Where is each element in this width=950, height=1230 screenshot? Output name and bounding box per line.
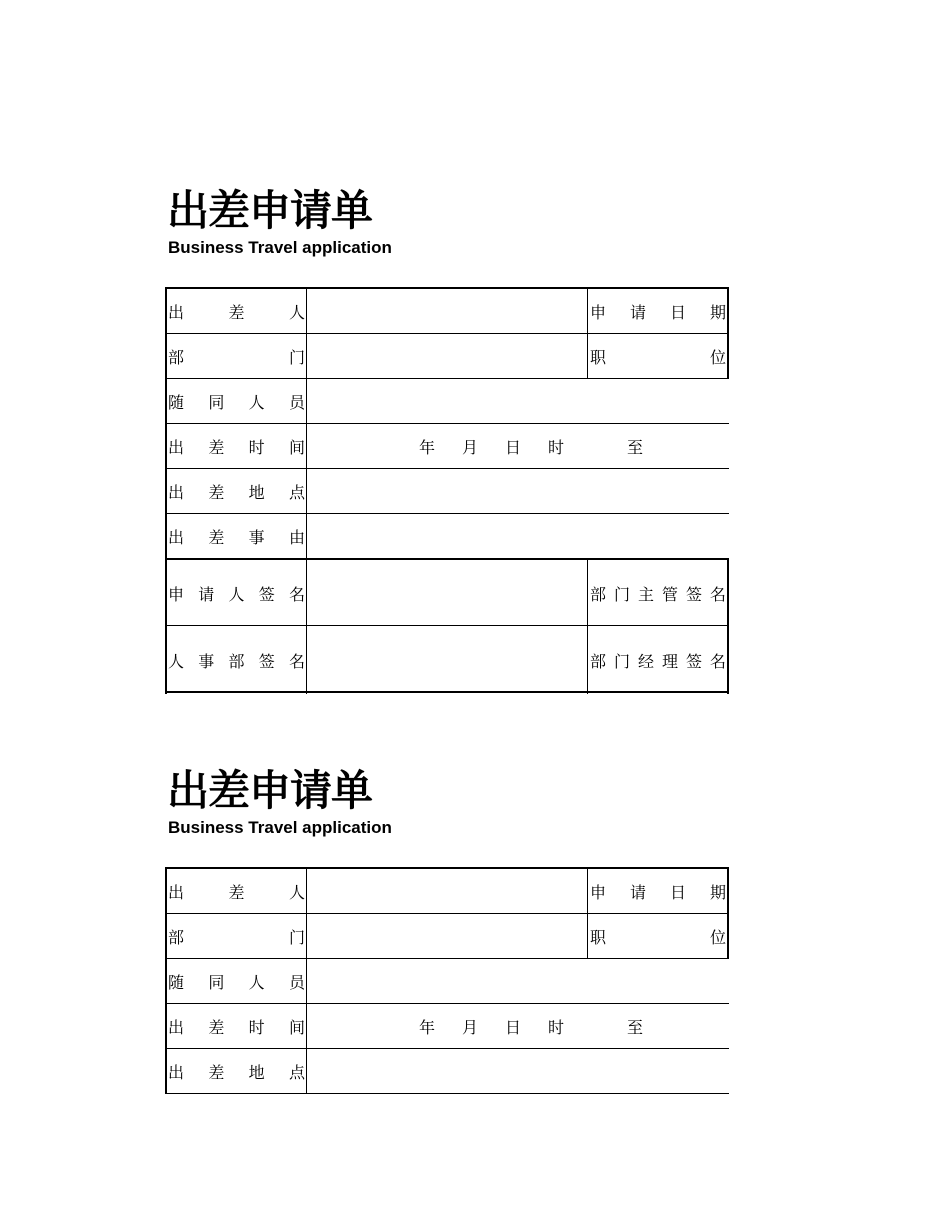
label-traveler: 出 差 人 xyxy=(165,869,307,914)
label-manager-sign: 部 门 经 理 签 名 xyxy=(587,627,729,694)
date-month-label: 月 xyxy=(462,1018,479,1037)
department-field[interactable] xyxy=(307,914,587,959)
label-travel-place: 出 差 地 点 xyxy=(165,1049,307,1094)
label-apply-date: 申 请 日 期 xyxy=(587,869,729,914)
label-travel-place: 出 差 地 点 xyxy=(165,469,307,514)
label-travel-time: 出 差 时 间 xyxy=(165,424,307,469)
travel-time-field[interactable] xyxy=(307,1004,729,1049)
row-traveler xyxy=(165,869,729,914)
label-apply-date: 申 请 日 期 xyxy=(587,289,729,334)
row-companions xyxy=(165,379,729,424)
date-year-label: 年 xyxy=(419,438,436,457)
date-year-label: 年 xyxy=(419,1018,436,1037)
row-travel-time xyxy=(165,1004,729,1049)
date-day-label: 日 xyxy=(505,1018,522,1037)
form-subtitle: Business Travel application xyxy=(168,238,392,257)
companions-field[interactable] xyxy=(307,959,729,1004)
row-travel-place xyxy=(165,1049,729,1094)
date-to-label: 至 xyxy=(627,438,644,457)
row-travel-place xyxy=(165,469,729,514)
hr-sign-field[interactable] xyxy=(307,627,587,694)
row-travel-time xyxy=(165,424,729,469)
travel-place-field[interactable] xyxy=(307,1049,729,1094)
form-title: 出差申请单 xyxy=(167,766,373,815)
label-department: 部 门 xyxy=(165,334,307,379)
companions-field[interactable] xyxy=(307,379,729,424)
label-applicant-sign: 申 请 人 签 名 xyxy=(165,560,307,627)
row-applicant-sign xyxy=(165,560,729,627)
form-subtitle: Business Travel application xyxy=(168,818,392,837)
date-day-label: 日 xyxy=(505,438,522,457)
label-department: 部 门 xyxy=(165,914,307,959)
form-table xyxy=(165,867,729,1094)
traveler-field[interactable] xyxy=(307,289,587,334)
date-hour-label: 时 xyxy=(548,438,565,457)
label-travel-reason: 出 差 事 由 xyxy=(165,514,307,559)
date-month-label: 月 xyxy=(462,438,479,457)
applicant-sign-field[interactable] xyxy=(307,560,587,627)
row-companions xyxy=(165,959,729,1004)
travel-reason-field[interactable] xyxy=(307,514,729,559)
row-hr-sign xyxy=(165,627,729,694)
department-field[interactable] xyxy=(307,334,587,379)
label-supervisor-sign: 部 门 主 管 签 名 xyxy=(587,560,729,627)
row-department xyxy=(165,334,729,379)
traveler-field[interactable] xyxy=(307,869,587,914)
travel-time-field[interactable] xyxy=(307,424,729,469)
date-hour-label: 时 xyxy=(548,1018,565,1037)
form-table xyxy=(165,287,729,694)
label-hr-sign: 人 事 部 签 名 xyxy=(165,627,307,694)
row-department xyxy=(165,914,729,959)
row-traveler xyxy=(165,289,729,334)
travel-place-field[interactable] xyxy=(307,469,729,514)
label-traveler: 出 差 人 xyxy=(165,289,307,334)
date-to-label: 至 xyxy=(627,1018,644,1037)
label-position: 职 位 xyxy=(587,914,729,959)
row-travel-reason xyxy=(165,514,729,559)
label-position: 职 位 xyxy=(587,334,729,379)
label-travel-time: 出 差 时 间 xyxy=(165,1004,307,1049)
form-title: 出差申请单 xyxy=(167,186,373,235)
label-companions: 随 同 人 员 xyxy=(165,959,307,1004)
label-companions: 随 同 人 员 xyxy=(165,379,307,424)
